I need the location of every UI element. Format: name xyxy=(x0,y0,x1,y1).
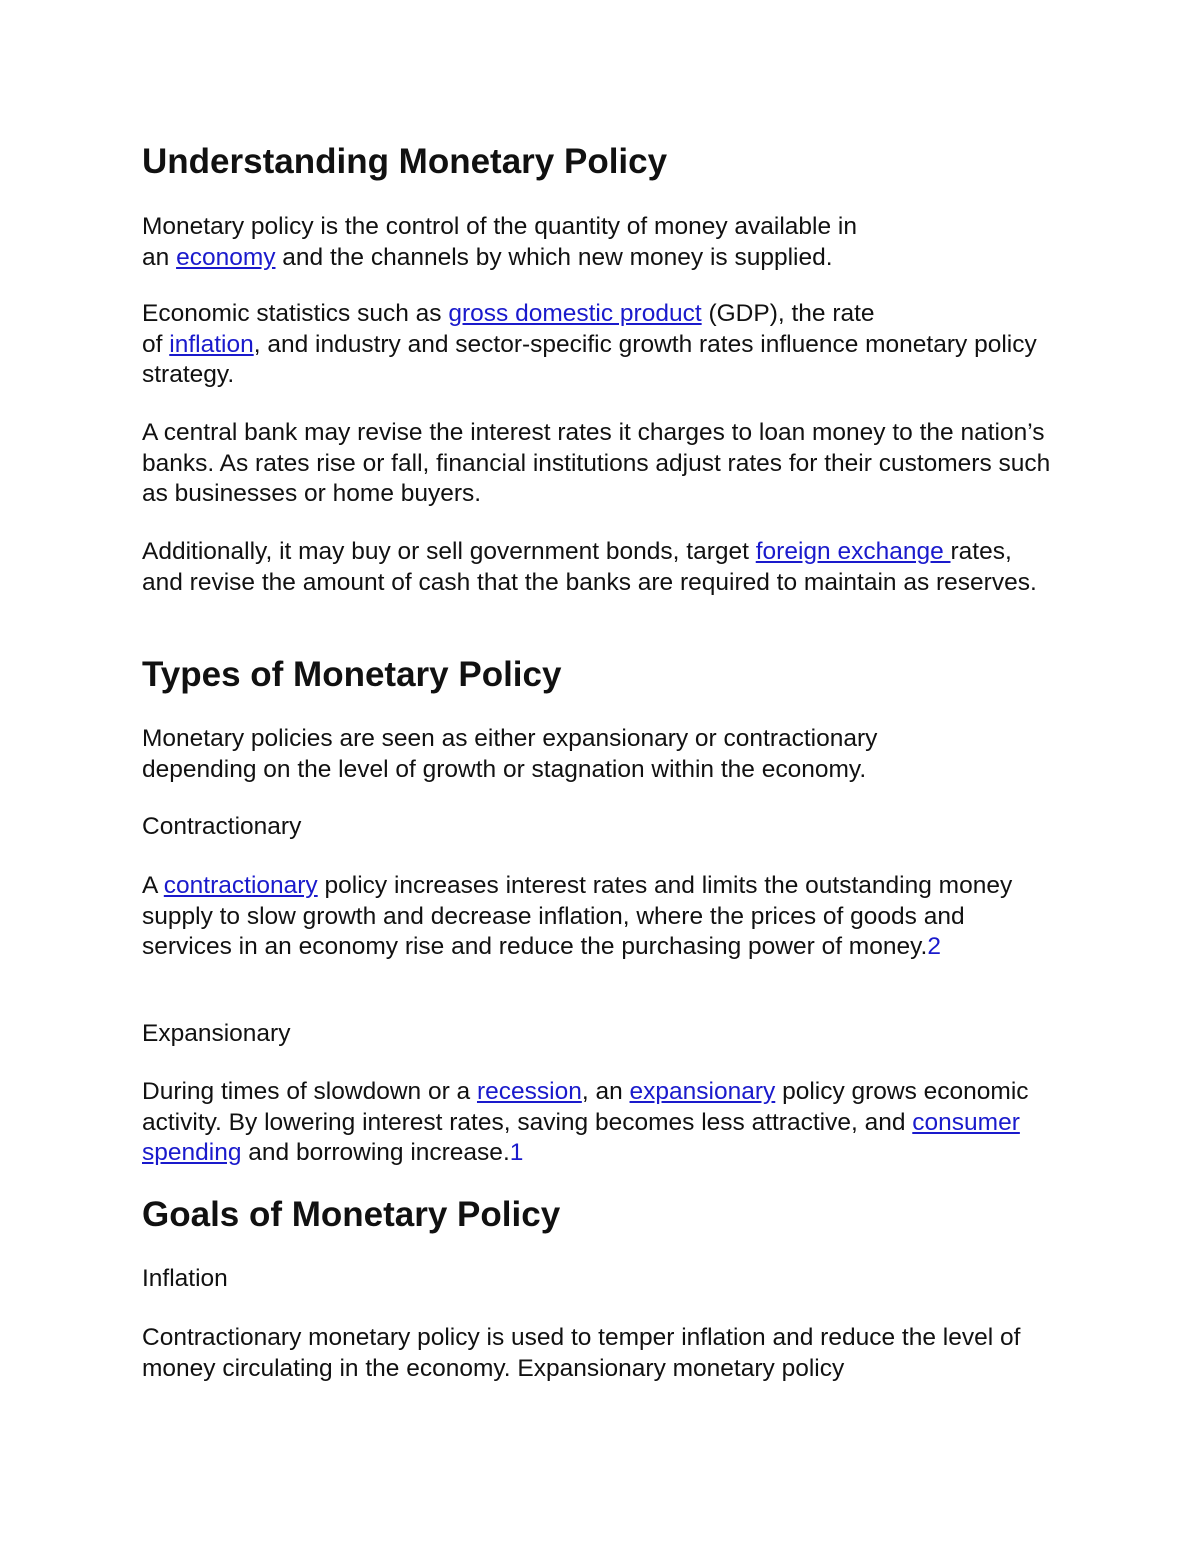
paragraph-text: , an xyxy=(581,1078,630,1105)
subheading-contractionary: Contractionary xyxy=(142,813,302,840)
subheading-inflation: Inflation xyxy=(142,1265,228,1292)
link-inflation[interactable]: inflation xyxy=(169,330,254,358)
paragraph-text: policy increases interest rates and limits the outstanding money supply to slow growth and decrease inflation, where the prices of goods and services in an economy rise and reduce the purchasing power of money. xyxy=(142,872,1013,960)
link-gross-domestic-product[interactable]: gross domestic product xyxy=(448,300,702,327)
link-expansionary[interactable]: expansionary xyxy=(629,1078,776,1105)
link-contractionary[interactable]: contractionary xyxy=(163,872,318,899)
paragraph-text: Additionally, it may buy or sell government bonds, target xyxy=(142,538,756,565)
paragraph-text: of xyxy=(142,330,170,358)
heading-types-of-monetary-policy: Types of Monetary Policy xyxy=(142,655,562,694)
paragraph-economic-statistics xyxy=(142,299,1052,391)
subheading-expansionary: Expansionary xyxy=(142,1020,291,1047)
paragraph-text: policy grows economic activity. By lowering interest rates, saving becomes less attractive, and xyxy=(142,1078,1029,1136)
paragraph-text: During times of slowdown or a xyxy=(142,1078,477,1105)
heading-understanding-monetary-policy: Understanding Monetary Policy xyxy=(142,142,668,181)
paragraph-contractionary xyxy=(142,871,1042,963)
paragraph-text: rates, and revise the amount of cash that the banks are required to maintain as reserves. xyxy=(142,538,1037,596)
link-recession[interactable]: recession xyxy=(476,1078,582,1105)
paragraph-text: Economic statistics such as xyxy=(142,300,449,327)
paragraph-text: and the channels by which new money is supplied. xyxy=(275,243,833,271)
paragraph-text: and borrowing increase. xyxy=(241,1139,510,1166)
paragraph-text: A xyxy=(142,872,164,899)
paragraph-text: an xyxy=(142,243,177,271)
paragraph-text: , and industry and sector-specific growth rates influence monetary policy strategy. xyxy=(142,330,1037,388)
paragraph-types-intro: Monetary policies are seen as either expansionary or contractionary depending on the level of growth or stagnation within the economy. xyxy=(142,725,878,783)
link-economy[interactable]: economy xyxy=(176,243,276,271)
paragraph-central-bank: A central bank may revise the interest rates it charges to loan money to the nation’s banks. As rates rise or fall, financial institutions adjust rates for their customers such as businesses or home buyers. xyxy=(142,419,1051,507)
link-foreign-exchange[interactable]: foreign exchange xyxy=(755,538,951,565)
paragraph-expansionary xyxy=(142,1077,1057,1169)
paragraph-definition xyxy=(142,212,1042,273)
paragraph-text: (GDP), the rate xyxy=(701,300,875,327)
footnote-ref[interactable]: 2 xyxy=(927,933,941,960)
paragraph-inflation: Contractionary monetary policy is used to temper inflation and reduce the level of money circulating in the economy. Expansionary monetary policy xyxy=(142,1324,1021,1382)
footnote-ref[interactable]: 1 xyxy=(509,1139,524,1166)
link-consumer-spending[interactable]: consumer spending xyxy=(142,1108,1020,1166)
paragraph-additionally xyxy=(142,537,1052,598)
heading-goals-of-monetary-policy: Goals of Monetary Policy xyxy=(142,1195,561,1234)
paragraph-text: Monetary policy is the control of the quantity of money available in xyxy=(142,213,857,240)
